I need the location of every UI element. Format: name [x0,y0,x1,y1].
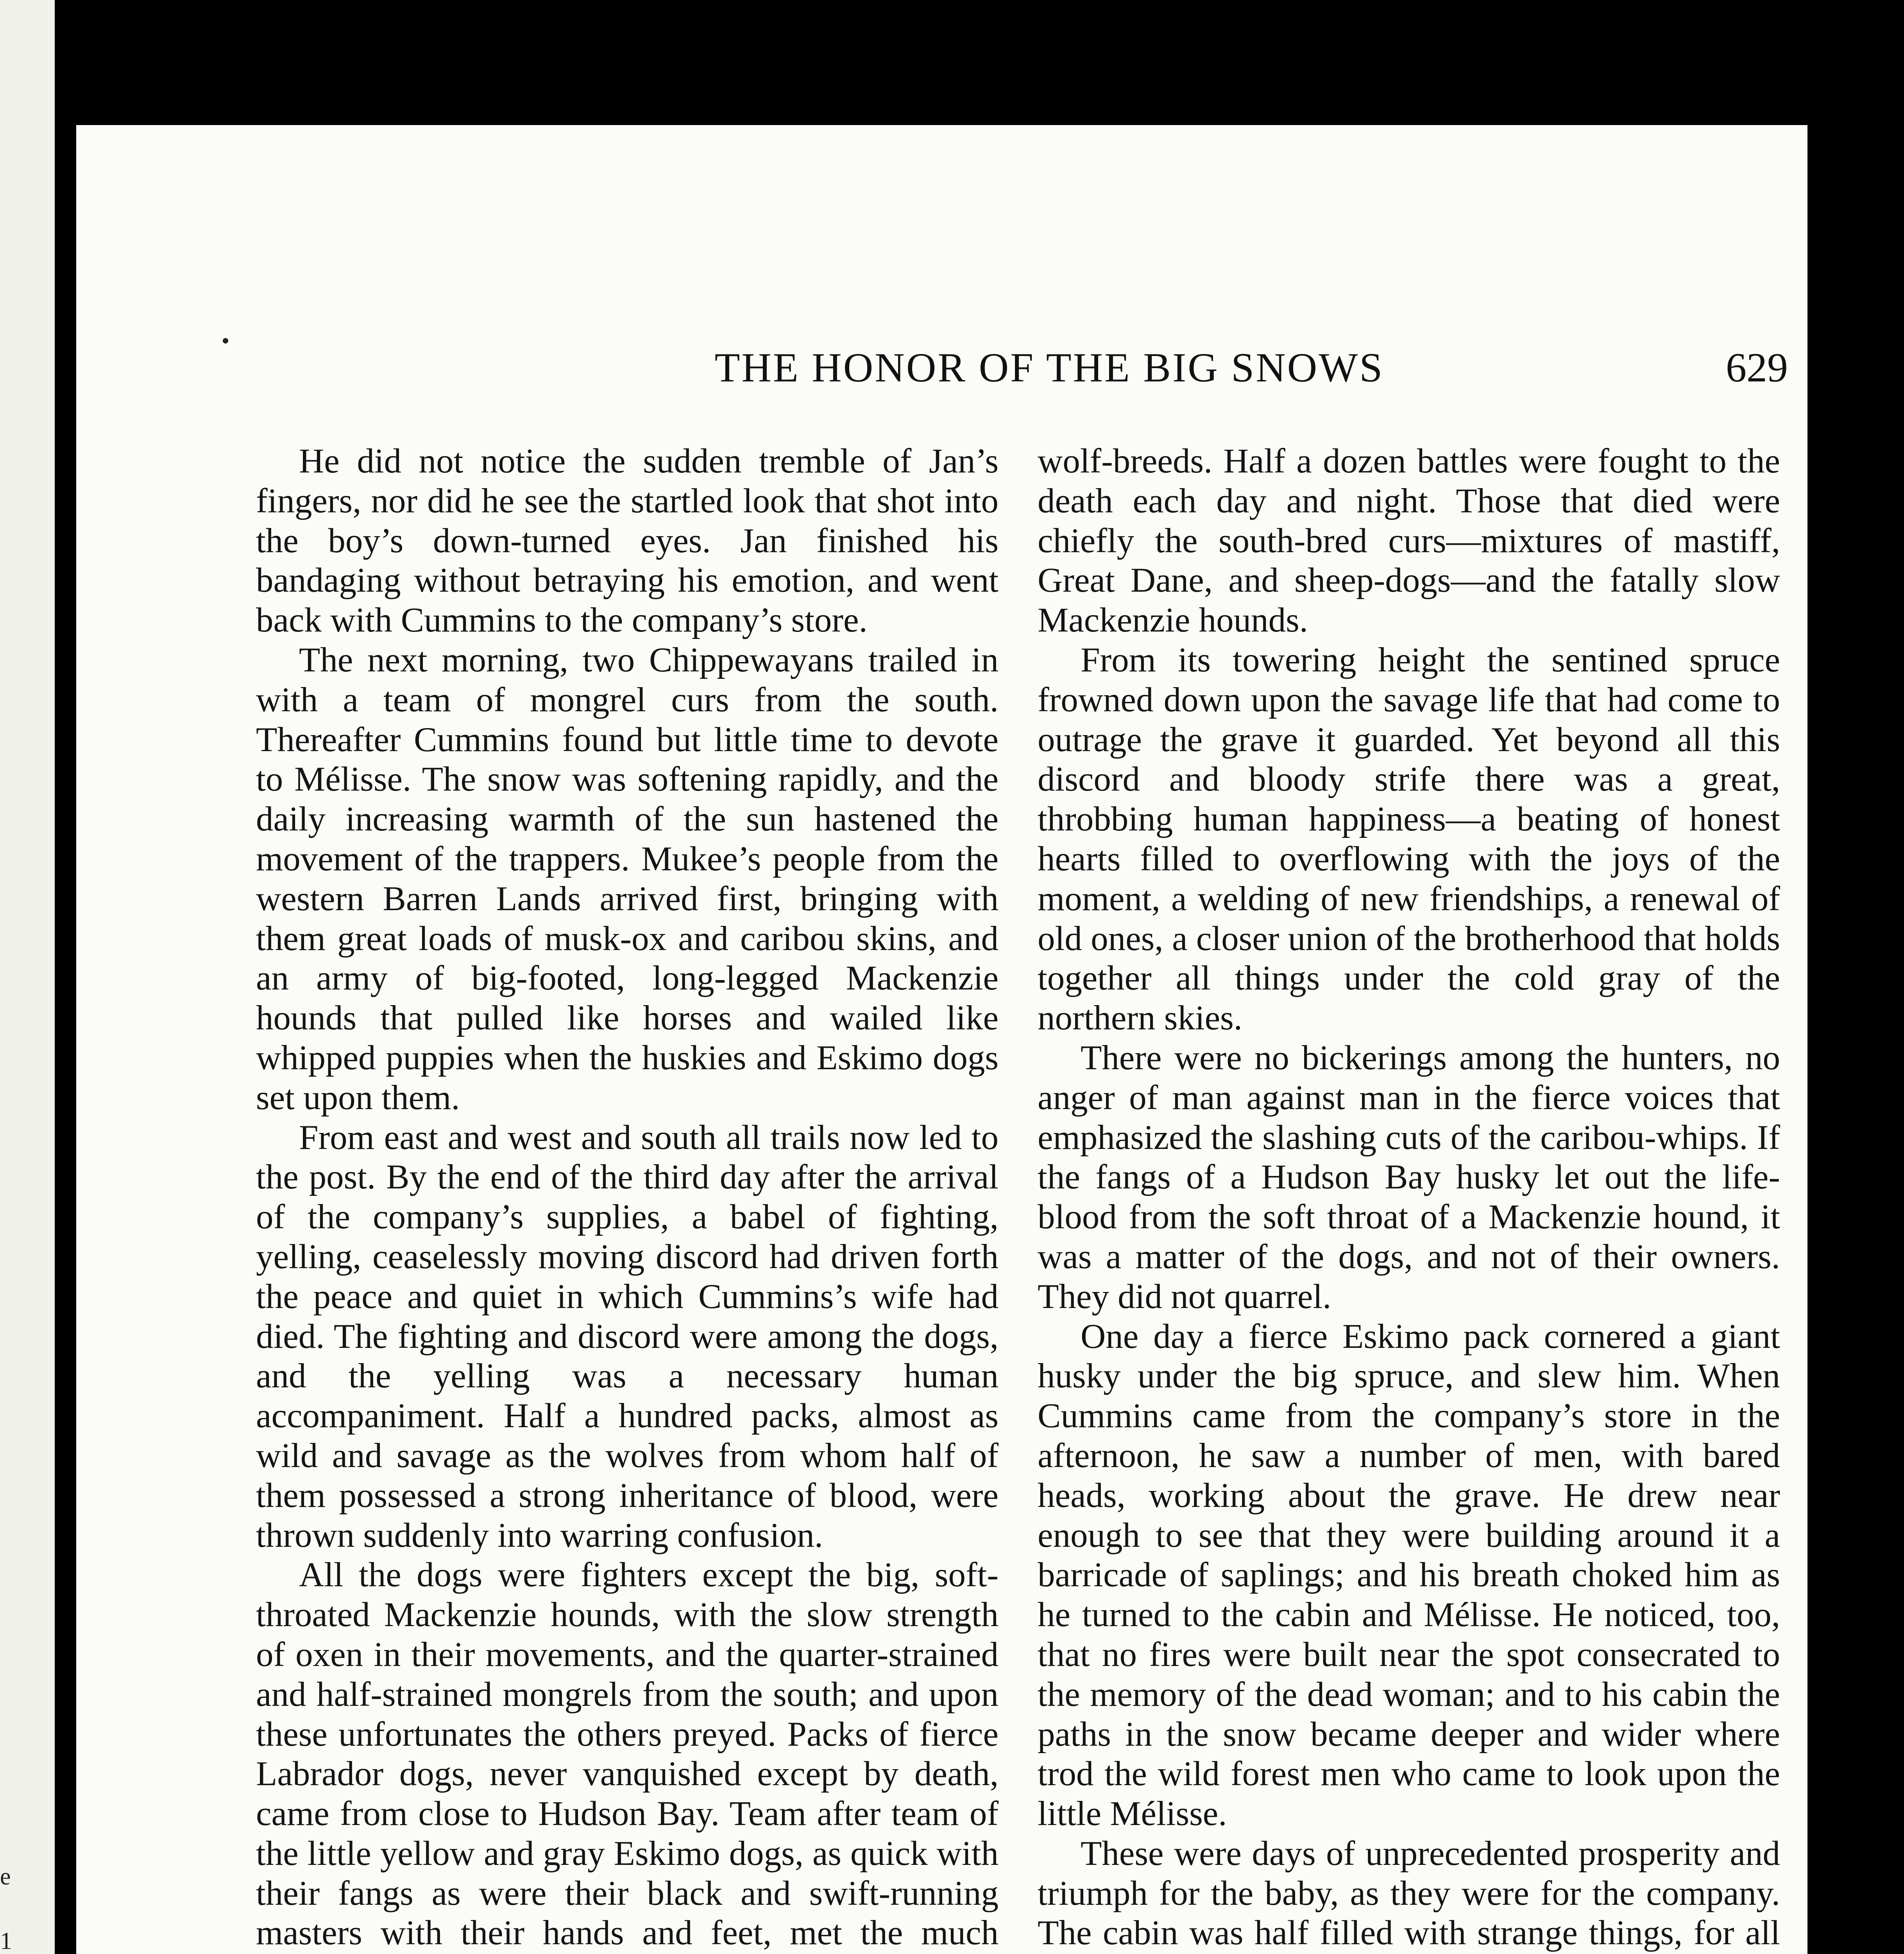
print-dot [223,338,228,344]
right-column [1038,442,1780,1954]
paragraph: He did not notice the sudden tremble of Jan’s fingers, nor did he see the startled look that shot into the boy’s down-turned eyes. Jan finished his bandaging without betraying his emotion, and went back with Cummins to the company’s store. [256,442,999,640]
paragraph: All the dogs were fighters except the big, soft-throated Mackenzie hounds, with the slow strength of oxen in their movements, and the quarter-strained and half-strained mongrels from the south; and upon these unfortunates the others preyed. Packs of fierce Labrador dogs, never vanquished except by death, came from close to Hudson Bay. Team after team of the little yellow and gray Eskimo dogs, as quick with their fangs as were their black and swift-running masters with their hands and feet, met the much [256,1556,999,1952]
paragraph: One day a fierce Eskimo pack cornered a giant husky under the big spruce, and slew him. When Cummins came from the company’s store in the afternoon, he saw a number of men, with bared heads, working about the grave. He drew near enough to see that they were building around it a barricade of saplings; and his breath choked him as he turned to the cabin and Mélisse. He noticed, too, that no fires were built near the spot consecrated to the memory of the dead woman; and to his cabin the paths in the snow became deeper and wider where trod the wild forest men who came to look upon the little Mélisse. [1038,1317,1780,1833]
magazine-page [76,125,1807,1954]
running-title: THE HONOR OF THE BIG SNOWS [714,345,1384,390]
facing-page-edge [0,0,55,1954]
margin-glyph: e [0,1863,11,1890]
paragraph: There were no bickerings among the hunters, no anger of man against man in the fierce voices that emphasized the slashing cuts of the caribou-whips. If the fangs of a Hudson Bay husky let out the life-blood from the soft throat of a Mackenzie hound, it was a matter of the dogs, and not of their owners. They did not quarrel. [1038,1038,1780,1316]
paragraph: The next morning, two Chippewayans trailed in with a team of mongrel curs from the south. Thereafter Cummins found but little time to devote to Mélisse. The snow was softening rapidly, and the daily increasing warmth of the sun hastened the movement of the trappers. Mukee’s people from the western Barren Lands arrived first, bringing with them great loads of musk-ox and caribou skins, and an army of big-footed, long-legged Mackenzie hounds that pulled like horses and wailed like whipped puppies when the huskies and Eskimo dogs set upon them. [256,641,999,1117]
margin-glyph: 1 [0,1928,12,1954]
paragraph: wolf-breeds. Half a dozen battles were fought to the death each day and night. Those that died were chiefly the south-bred curs—mixtures of mastiff, Great Dane, and sheep-dogs—and the fatally slow Mackenzie hounds. [1038,442,1780,640]
left-column [256,442,999,1954]
paragraph: These were days of unprecedented prosperity and triumph for the baby, as they were for the company. The cabin was half filled with strange things, for all [1038,1834,1780,1952]
facing-page-margin-letters [0,1845,23,1954]
paragraph: From east and west and south all trails now led to the post. By the end of the third day after the arrival of the company’s supplies, a babel of fighting, yelling, ceaselessly moving discord had driven forth the peace and quiet in which Cummins’s wife had died. The fighting and discord were among the dogs, and the yelling was a necessary human accompaniment. Half a hundred packs, almost as wild and savage as the wolves from whom half of them possessed a strong inheritance of blood, were thrown suddenly into warring confusion. [256,1118,999,1555]
page-number: 629 [1726,345,1788,390]
paragraph: From its towering height the sentined spruce frowned down upon the savage life that had come to outrage the grave it guarded. Yet beyond all this discord and bloody strife there was a great, throbbing human happiness—a beating of honest hearts filled to overflowing with the joys of the moment, a welding of new friendships, a renewal of old ones, a closer union of the brotherhood that holds together all things under the cold gray of the northern skies. [1038,641,1780,1038]
